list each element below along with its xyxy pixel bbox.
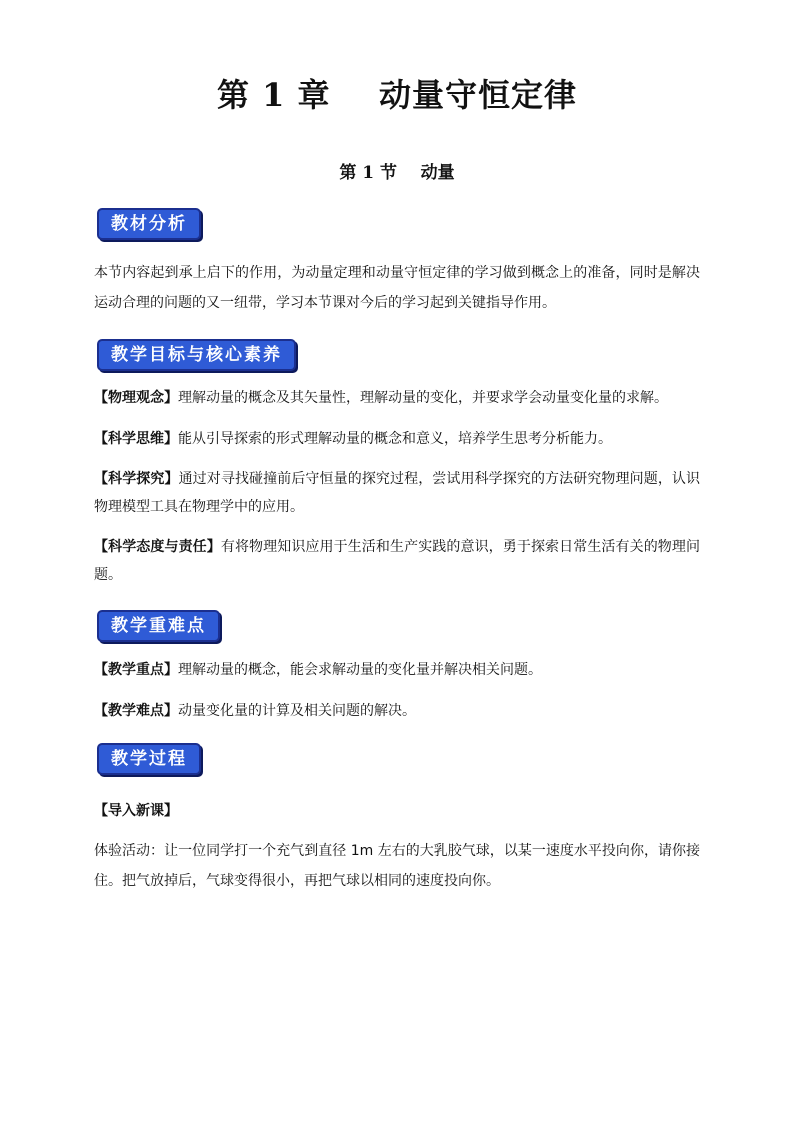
- badge-textbook-analysis: 教材分析: [97, 208, 201, 240]
- objective-text: 理解动量的概念及其矢量性，理解动量的变化，并要求学会动量变化量的求解。: [178, 390, 668, 406]
- keypoint-label: 【教学难点】: [94, 703, 178, 719]
- keypoint-label: 【教学重点】: [94, 662, 178, 678]
- objective-label: 【科学探究】: [94, 471, 179, 487]
- chapter-title: 第 1 章 动量守恒定律: [216, 76, 578, 114]
- intro-heading: 【导入新课】: [94, 803, 178, 819]
- intro-paragraph: 体验活动：让一位同学打一个充气到直径 1m 左右的大乳胶气球，以某一速度水平投向你，请你接住。把气放掉后，气球变得很小，再把气球以相同的速度投向你。: [94, 843, 700, 889]
- keypoint-item-difficulty: [94, 696, 700, 726]
- badge-teaching-process: 教学过程: [97, 743, 201, 775]
- badge-key-difficult-points: 教学重难点: [97, 610, 220, 642]
- analysis-paragraph: 本节内容起到承上启下的作用，为动量定理和动量守恒定律的学习做到概念上的准备，同时是解决运动合理的问题的又一纽带，学习本节课对今后的学习起到关键指导作用。: [94, 265, 700, 311]
- objective-text: 有将物理知识应用于生活和生产实践的意识，勇于探索日常生活有关的物理问题。: [94, 539, 701, 583]
- objective-label: 【科学态度与责任】: [94, 539, 221, 555]
- objective-text: 能从引导探索的形式理解动量的概念和意义，培养学生思考分析能力。: [178, 431, 612, 447]
- objective-label: 【科学思维】: [94, 431, 178, 447]
- keypoint-text: 动量变化量的计算及相关问题的解决。: [178, 703, 416, 719]
- keypoint-text: 理解动量的概念，能会求解动量的变化量并解决相关问题。: [178, 662, 542, 678]
- objective-item-scientific-inquiry: [94, 465, 700, 521]
- badge-objectives: 教学目标与核心素养: [97, 339, 296, 371]
- objective-text: 通过对寻找碰撞前后守恒量的探究过程，尝试用科学探究的方法研究物理问题，认识物理模型工具在物理学中的应用。: [94, 471, 701, 515]
- section-title: 第 1 节 动量: [339, 163, 455, 183]
- objective-label: 【物理观念】: [94, 390, 178, 406]
- objective-item-scientific-attitude: [94, 533, 700, 589]
- objective-item-scientific-thinking: [94, 424, 700, 454]
- keypoint-item-focus: [94, 655, 700, 685]
- objective-item-physics-concept: [94, 383, 700, 413]
